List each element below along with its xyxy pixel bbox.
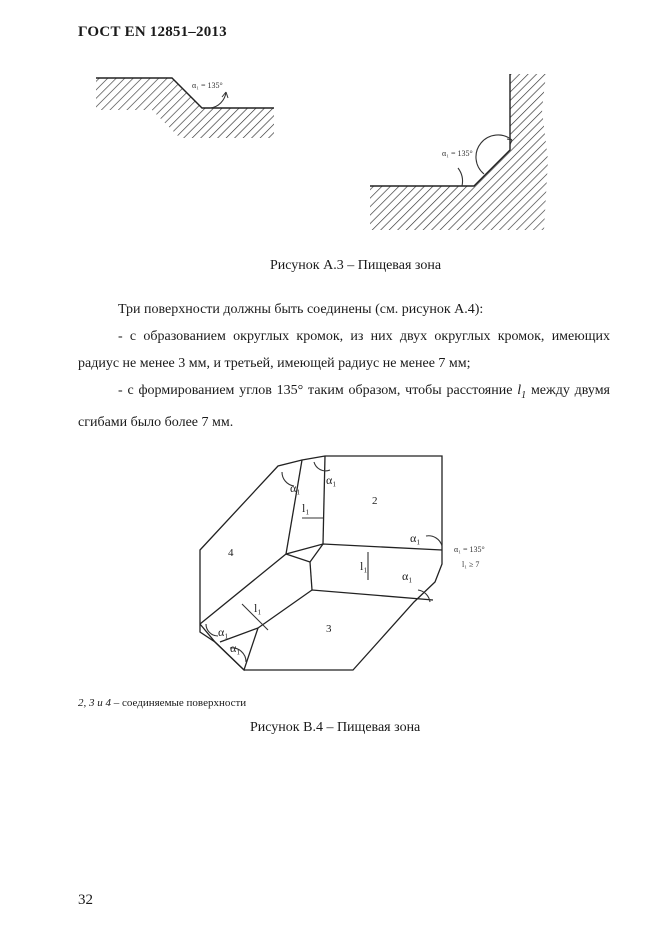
- legend-alpha: α₁ = 135°: [454, 545, 485, 554]
- body-item-2-variable: $l_1$: [517, 383, 527, 401]
- angle-label-right: α₁ = 135°: [442, 149, 473, 158]
- page-number: 32: [78, 892, 93, 908]
- alpha-label-4: α₁: [402, 569, 413, 583]
- figure-a3-left-sketch: [90, 70, 285, 145]
- document-header: ГОСТ EN 12851–2013: [78, 24, 227, 40]
- face-label-2: 2: [372, 495, 378, 507]
- note-face-numbers: 2, 3 и 4: [78, 697, 111, 709]
- legend-length: l₁ ≥ 7: [462, 560, 480, 569]
- figure-a3-caption: Рисунок А.3 – Пищевая зона: [270, 258, 442, 273]
- face-label-3: 3: [326, 623, 332, 635]
- length-label-1: l₁: [302, 501, 310, 515]
- length-label-3: l₁: [254, 601, 262, 615]
- figure-b4-note: [78, 697, 246, 709]
- alpha-label-3: α₁: [410, 531, 421, 545]
- body-item-1: - с образованием округлых кромок, из них двух округлых кромок, имеющих радиус не менее 3 мм, и третьей, имеющей радиус не менее 7 мм;: [78, 329, 610, 371]
- angle-label-left: α₁ = 135°: [192, 81, 223, 90]
- figure-a3-right-sketch: [362, 70, 552, 235]
- figure-b4-drawing: [190, 452, 510, 677]
- body-item-2-end: между двумя сгибами было более 7 мм.: [78, 383, 610, 430]
- alpha-label-2: α₁: [326, 473, 337, 487]
- body-item-2-start: - с формированием углов 135° таким образом, чтобы расстояние: [118, 383, 518, 398]
- note-text: – соединяемые поверхности: [111, 697, 247, 709]
- alpha-label-6: α₁: [230, 641, 241, 655]
- figure-b4-caption: Рисунок В.4 – Пищевая зона: [250, 720, 421, 735]
- body-item-2: [78, 377, 610, 436]
- body-intro: Три поверхности должны быть соединены (см. рисунок А.4):: [118, 302, 484, 317]
- alpha-label-5: α₁: [218, 625, 229, 639]
- face-label-4: 4: [228, 547, 234, 559]
- length-label-2: l₁: [360, 559, 368, 573]
- alpha-label-1: α₁: [290, 481, 301, 495]
